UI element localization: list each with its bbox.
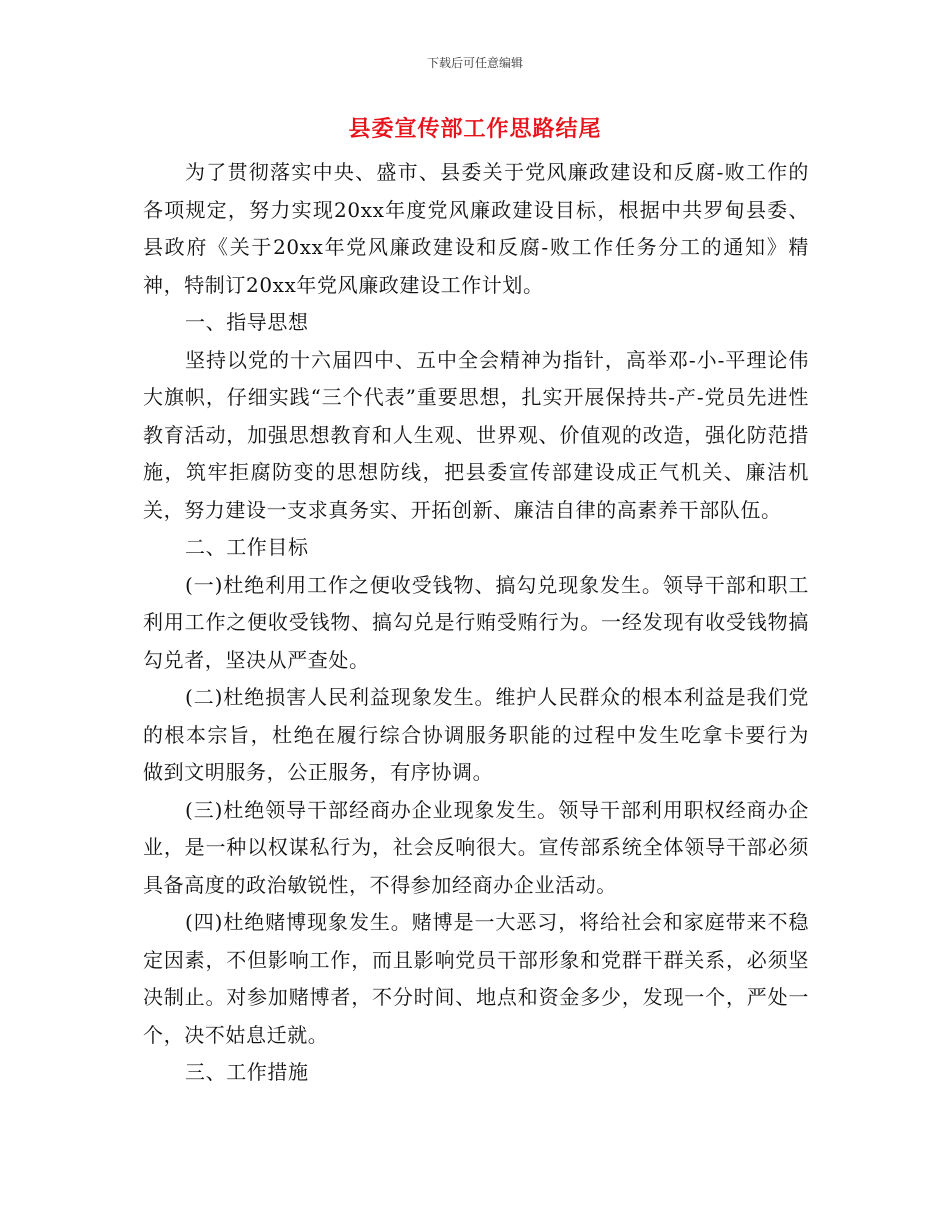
paragraph-goal-2: (二)杜绝损害人民利益现象发生。维护人民群众的根本利益是我们党的根本宗旨，杜绝在履行综合协调服务职能的过程中发生吃拿卡要行为 做到文明服务，公正服务，有序协调。 [143, 685, 809, 784]
heading-work-measures: 三、工作措施 [185, 1060, 309, 1084]
heading-guiding-ideology: 一、指导思想 [185, 310, 309, 334]
paragraph-guiding-ideology: 坚持以党的十六届四中、五中全会精神为指针，高举邓-小-平理论伟大旗帜，仔细实践“三个代表”重要思想，扎实开展保持共-产-党员先进性教育活动，加强思想教育和人生观、世界观、价值观的改造，强化防范措施，筑牢拒腐防变的思想防线，把县委宣传部建设成正气机关、廉洁机关，努力建设一支求真务实、开拓创新、廉洁自律的高素养干部队伍。 [143, 347, 809, 522]
paragraph-intro: 为了贯彻落实中央、盛市、县委关于党风廉政建设和反腐-败工作的各项规定，努力实现20xx年度党风廉政建设目标，根据中共罗甸县委、县政府《关于20xx年党风廉政建设和反腐-败工作任务分工的通知》精神，特制订20xx年党风廉政建设工作计划。 [143, 160, 809, 297]
heading-work-goals: 二、工作目标 [185, 535, 309, 559]
paragraph-goal-4: (四)杜绝赌博现象发生。赌博是一大恶习，将给社会和家庭带来不稳定因素，不但影响工作，而且影响党员干部形象和党群干群关系，必须坚决制止。对参加赌博者，不分时间、地点和资金多少，发现一个，严处一个，决不姑息迁就。 [143, 910, 809, 1047]
header-note: 下载后可任意编辑 [426, 56, 523, 70]
paragraph-goal-3: (三)杜绝领导干部经商办企业现象发生。领导干部利用职权经商办企业，是一种以权谋私行为，社会反响很大。宣传部系统全体领导干部必须具备高度的政治敏锐性，不得参加经商办企业活动。 [143, 797, 809, 897]
paragraph-goal-1: (一)杜绝利用工作之便收受钱物、搞勾兑现象发生。领导干部和职工利用工作之便收受钱物、搞勾兑是行贿受贿行为。一经发现有收受钱物搞勾兑者，坚决从严查处。 [143, 572, 809, 672]
document-title: 县委宣传部工作思路结尾 [348, 117, 602, 142]
document-body [143, 154, 809, 1092]
